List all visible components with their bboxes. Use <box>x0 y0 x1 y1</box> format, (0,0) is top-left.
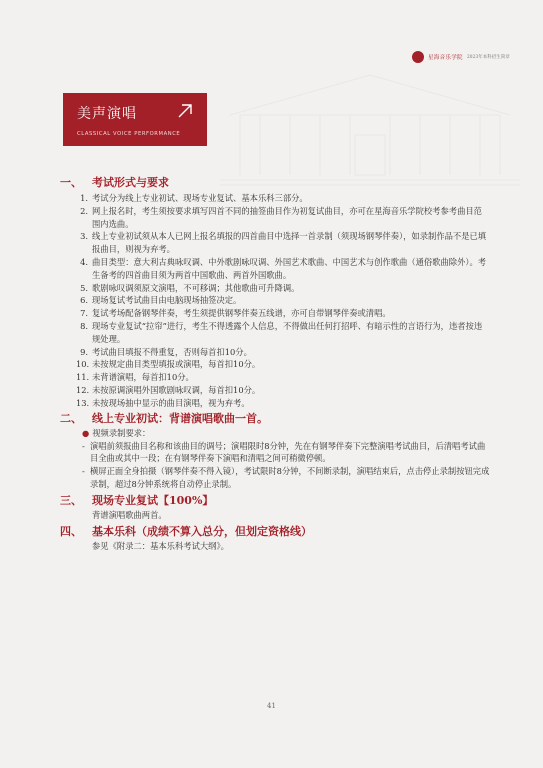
list-item: 7. 复试考场配备钢琴伴奏，考生须提供钢琴伴奏五线谱，亦可自带钢琴伴奏或清唱。 <box>80 308 391 319</box>
section-heading-4: 四、 基本乐科（成绩不算入总分，但划定资格线） <box>60 524 312 538</box>
banner-title: 美声演唱 <box>77 106 137 122</box>
list-item: - 横屏正面全身拍摄（钢琴伴奏不得入镜），考试限时8分钟，不间断录制，演唱结束后，点击停止录制按钮完成录制，超过8分钟系统将自动停止录制。 <box>82 466 490 489</box>
list-item: 10. 未按规定曲目类型填报或演唱，每首扣10分。 <box>76 359 261 370</box>
list-item: 9. 考试曲目填报不得重复，否则每首扣10分。 <box>80 346 252 357</box>
section-heading-1: 一、 考试形式与要求 <box>60 176 169 189</box>
list-item: - 演唱前须报曲目名称和该曲目的调号；演唱限时8分钟，先在有钢琴伴奏下完整演唱考试曲目，后清唱考试曲目全曲或其中一段；在有钢琴伴奏下演唱和清唱之间可稍微停顿。 <box>82 440 486 464</box>
list-item: 11. 未背谱演唱，每首扣10分。 <box>76 372 194 383</box>
bullet-dot-icon: ● <box>82 427 90 438</box>
section-3-text: 背谱演唱歌曲两首。 <box>92 509 167 520</box>
video-requirements-list <box>82 440 490 491</box>
list-item: 1. 考试分为线上专业初试、现场专业复试、基本乐科三部分。 <box>80 193 308 203</box>
school-seal-icon <box>412 51 424 63</box>
list-item: 12. 未按原调演唱外国歌剧咏叹调，每首扣10分。 <box>76 384 261 395</box>
list-item: 4. 曲目类型：意大利古典咏叹调、中外歌剧咏叹调、外国艺术歌曲、中国艺术与创作歌曲（通俗歌曲除外）。考生备考的四首曲目须为两首中国歌曲、两首外国歌曲。 <box>80 256 487 280</box>
section-4-text: 参见《附录二：基本乐科考试大纲》。 <box>92 540 229 551</box>
building-illustration <box>220 55 520 195</box>
list-item: 8. 现场专业复试“拉帘”进行，考生不得透露个人信息，不得做出任何打招呼、有暗示性的言语行为，违者按违规处理。 <box>80 320 483 344</box>
arrow-up-right-icon <box>177 103 193 119</box>
requirements-list <box>76 192 490 410</box>
list-item: 6. 现场复试考试曲目由电脑现场抽签决定。 <box>80 295 242 306</box>
doc-name: 2023年本科招生简章 <box>466 55 510 60</box>
section-heading-3: 三、 现场专业复试【100%】 <box>60 493 214 507</box>
banner-subtitle: CLASSICAL VOICE PERFORMANCE <box>77 131 181 137</box>
list-item: 3. 线上专业初试须从本人已网上报名填报的四首曲目中选择一首录制（须现场钢琴伴奏），如录制作品不是已填报曲目，则视为弃考。 <box>80 231 487 255</box>
main-content <box>60 175 490 553</box>
section-heading-2: 二、 线上专业初试：背谱演唱歌曲一首。 <box>60 411 268 425</box>
video-requirements-heading: ● 视频录制要求： <box>82 427 151 438</box>
list-item: 13. 未按现场抽中显示的曲目演唱，视为弃考。 <box>76 397 250 408</box>
section-banner <box>63 93 207 146</box>
school-name: 星海音乐学院 <box>428 55 463 61</box>
school-logo <box>412 51 510 63</box>
list-item: 2. 网上报名时，考生须按要求填写四首不同的抽签曲目作为初复试曲目，亦可在星海音乐学院校考参考曲目范围内选曲。 <box>80 205 482 229</box>
list-item: 5. 歌剧咏叹调须原文演唱，不可移调；其他歌曲可升降调。 <box>80 282 300 293</box>
page-number: 41 <box>267 702 276 710</box>
